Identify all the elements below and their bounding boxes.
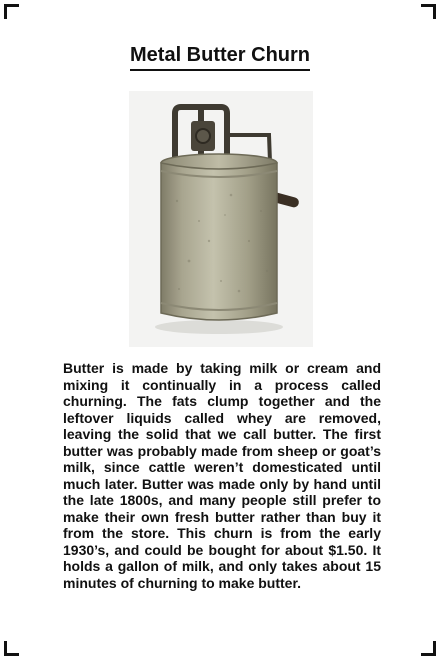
corner-mark-bottom-left [4, 641, 19, 656]
corner-mark-bottom-right [421, 641, 436, 656]
butter-churn-photo [129, 91, 313, 347]
page-title [0, 44, 440, 71]
corner-mark-top-right [421, 4, 436, 19]
page-title-text: Metal Butter Churn [130, 44, 310, 71]
churn-body [161, 163, 277, 320]
corner-mark-top-left [4, 4, 19, 19]
description-text: Butter is made by taking milk or cream and mixing it continually in a process called churning. The fats clump together and the leftover liquids called whey are removed, leaving the solid that we call butter. The first butter was probably made from sheep or goat’s milk, since cattle weren’t domesticated until much later. Butter was made only by hand until the late 1800s, and many people still prefer to make their own fresh butter rather than buy it from the store. This churn is from the early 1930’s, and could be bought for about $1.50. It holds a gallon of milk, and only takes about 15 minutes of churning to make butter. [63, 360, 381, 591]
butter-churn-illustration [129, 91, 313, 347]
